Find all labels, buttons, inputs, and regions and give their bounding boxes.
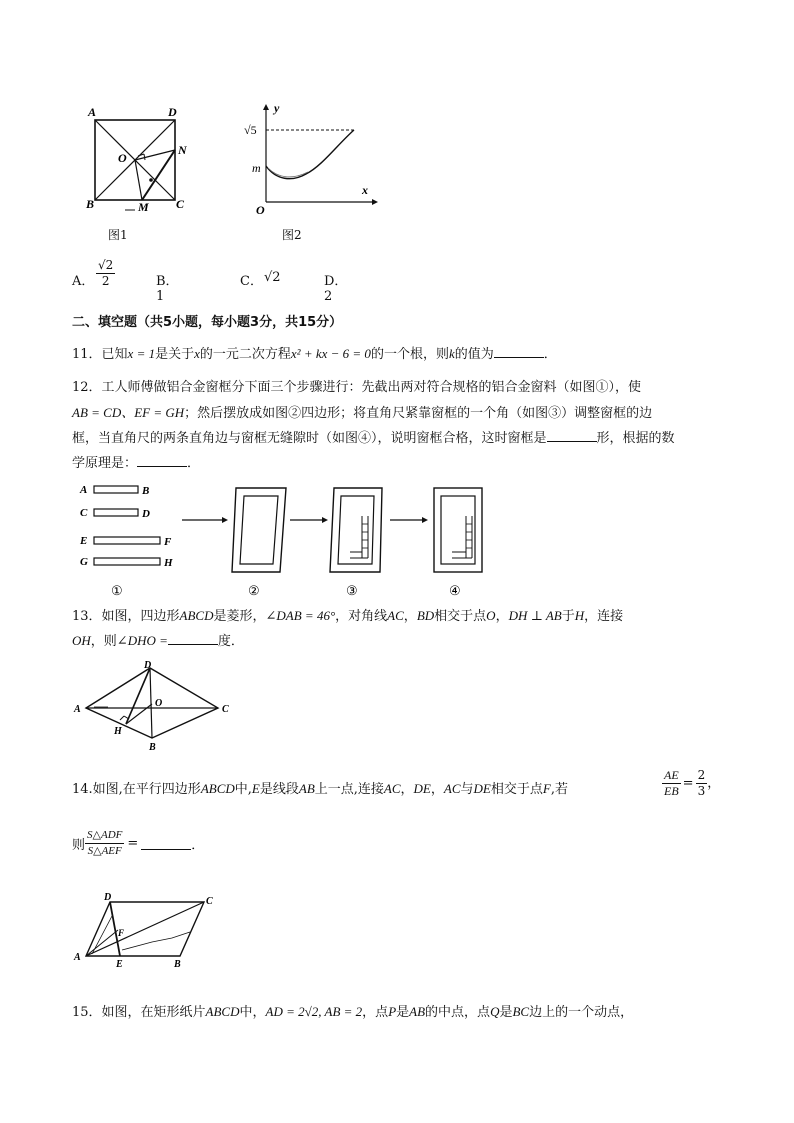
q15-math-3: P: [388, 1004, 397, 1019]
q12-text-3b: 形，根据的数: [596, 431, 675, 446]
q14-frac2-num: 2: [697, 768, 706, 782]
question-14-line-1: [72, 780, 568, 799]
q14-eq-2: =: [127, 836, 139, 851]
q14-frac-2-3: [696, 768, 708, 799]
q15-math-6: BC: [512, 1004, 530, 1019]
q14-math-7: DE: [473, 781, 491, 796]
q15-text-3: ，点: [362, 1005, 389, 1020]
q13-math-4: BD: [416, 608, 435, 623]
q15-math-4: AB: [409, 1004, 426, 1019]
q11-text-1: 11．已知: [72, 347, 128, 362]
q13-text-1: 13．如图，四边形: [72, 609, 180, 624]
question-13-line-1: [72, 607, 623, 626]
q11-math-4: k: [448, 346, 455, 361]
q12-fig-caption-3: ③: [346, 583, 358, 598]
question-15-line-1: [72, 1003, 633, 1022]
q12-fig-caption-1: ①: [111, 583, 123, 598]
q14-fig-label-a: A: [74, 952, 81, 963]
q14-fig-label-d: D: [104, 892, 112, 903]
q11-math-3: x² + kx − 6 = 0: [290, 346, 371, 361]
q12-fig-label-g: G: [80, 556, 88, 568]
q13-math-8: OH: [72, 633, 91, 648]
q15-math-1: ABCD: [205, 1004, 240, 1019]
q14-frac-ae-eb: [662, 768, 681, 799]
q14-frac2-den: 3: [697, 784, 706, 798]
q14-fig-label-e: E: [116, 959, 123, 970]
q14-text-9: ,若: [550, 782, 568, 797]
q13-answer-blank[interactable]: [168, 632, 218, 645]
figure-1: [80, 100, 200, 220]
q13-math-9: ∠DHO =: [116, 633, 168, 648]
q12-text-4a: 学原理是：: [72, 456, 138, 471]
figure-1-caption: 图1: [108, 228, 128, 242]
q13-math-7: H: [574, 608, 585, 623]
fig2-label-x: x: [362, 183, 368, 197]
q14-fig-label-c: C: [206, 896, 213, 907]
q14-text-6: ，: [430, 782, 444, 797]
option-c-label: C．: [240, 274, 263, 289]
q13-fig-label-c: C: [222, 704, 229, 715]
q14-text-10: ，: [707, 776, 721, 791]
q14-text-8: 相交于点: [490, 782, 543, 797]
question-11: [72, 345, 557, 364]
q13-math-5: O: [486, 608, 496, 623]
q13-fig-label-b: B: [149, 742, 156, 752]
q12-line-2: [72, 404, 652, 423]
q13-text-8: ，连接: [584, 609, 624, 624]
q12-fig-caption-4: ④: [449, 583, 461, 598]
q14-frac3-num: S△ADF: [85, 828, 124, 844]
q14-math-3: AB: [298, 781, 315, 796]
q12-line-1: 12．工人师傅做铝合金窗框分下面三个步骤进行：先截出两对符合规格的铝合金窗料（如图①），使: [72, 380, 642, 395]
q13-fig-label-o: O: [155, 698, 163, 709]
figure-q13: [72, 660, 242, 752]
figure-q14: [72, 890, 222, 970]
figure-2-caption: 图2: [282, 228, 302, 242]
q13-fig-label-h: H: [114, 726, 122, 737]
fig2-label-m: m: [252, 161, 261, 175]
q13-math-1: ABCD: [179, 608, 214, 623]
q12-answer-blank-2[interactable]: [137, 454, 187, 467]
q14-frac1-den: EB: [664, 784, 679, 798]
q11-text-6: ．: [543, 347, 557, 362]
q11-text-5: 的值为: [454, 347, 494, 362]
q12-text-4b: ．: [187, 456, 201, 471]
q12-fig-label-h: H: [164, 557, 173, 569]
q13-fig-label-d: D: [144, 660, 152, 671]
fig1-label-c: C: [176, 197, 185, 211]
q14-math-8: F: [542, 781, 551, 796]
q11-answer-blank[interactable]: [494, 345, 544, 358]
q14-answer-blank[interactable]: [141, 837, 191, 850]
fig2-label-y: y: [274, 101, 280, 115]
q13-text-10: 度．: [217, 634, 244, 649]
q13-text-6: ，: [495, 609, 509, 624]
q11-text-3: 的一元二次方程: [199, 347, 291, 362]
q12-fig-label-b: B: [142, 485, 150, 497]
q12-fig-label-c: C: [80, 507, 88, 519]
figure-q12: [76, 480, 496, 600]
q15-text-6: 是: [499, 1005, 513, 1020]
fig2-label-sqrt5: √5: [244, 123, 257, 137]
q11-text-4: 的一个根，则: [370, 347, 449, 362]
option-a-label: A．: [72, 274, 95, 289]
q12-fig-caption-2: ②: [248, 583, 260, 598]
q12-answer-blank-1[interactable]: [547, 429, 597, 442]
q12-text-2: ；然后摆放成如图②四边形；将直角尺紧靠窗框的一个角（如图③）调整窗框的边: [184, 406, 653, 421]
option-d: D．2: [324, 274, 348, 304]
q12-math-1: AB = CD、EF = GH: [72, 405, 185, 420]
q14-frac-area: [85, 828, 124, 859]
q14-fig-label-b: B: [174, 959, 181, 970]
fig1-label-b: B: [86, 197, 95, 211]
q11-math-1: x = 1: [127, 346, 156, 361]
fig1-label-d: D: [168, 105, 177, 119]
q15-math-2: AD = 2√2, AB = 2: [265, 1004, 363, 1019]
q13-text-4: ，: [403, 609, 417, 624]
q13-fig-label-a: A: [74, 704, 81, 715]
q15-math-5: Q: [490, 1004, 500, 1019]
q13-math-3: AC: [387, 608, 404, 623]
q14-math-5: DE: [413, 781, 431, 796]
q14-math-2: E: [251, 781, 260, 796]
q14-text-1: 14.如图,在平行四边形: [72, 782, 201, 797]
figure-2: [240, 100, 380, 220]
q12-fig-label-d: D: [142, 508, 150, 520]
q12-fig-label-e: E: [80, 535, 88, 547]
q13-text-3: ，对角线: [335, 609, 388, 624]
option-b: B．1: [156, 274, 179, 304]
q13-math-2: ∠DAB = 46°: [265, 608, 336, 623]
q11-math-2: x: [194, 346, 200, 361]
fig1-label-o: O: [118, 151, 127, 165]
q14-math-1: ABCD: [200, 781, 235, 796]
q12-text-3a: 框，当直角尺的两条直角边与窗框无缝隙时（如图④），说明窗框合格，这时窗框是: [72, 431, 547, 446]
q12-fig-label-a: A: [80, 484, 88, 496]
fig1-label-a: A: [88, 105, 97, 119]
q13-math-6: DH ⊥ AB: [508, 608, 562, 623]
option-a-numerator: √2: [98, 258, 114, 272]
q13-text-5: 相交于点: [434, 609, 487, 624]
option-a-fraction: [96, 258, 115, 289]
q15-text-4: 是: [396, 1005, 410, 1020]
q12-line-3: [72, 429, 675, 448]
option-a-denominator: 2: [101, 274, 110, 288]
q14-text-7: 与: [460, 782, 474, 797]
q15-text-5: 的中点，点: [425, 1005, 491, 1020]
q14-eq: =: [682, 776, 694, 791]
q11-text-2: 是关于: [155, 347, 195, 362]
q15-text-7: 边上的一个动点，: [529, 1005, 634, 1020]
section-2-title: 二、填空题（共5小题，每小题3分，共15分）: [72, 315, 343, 330]
fig1-label-m: M: [138, 200, 149, 214]
fig1-label-n: N: [178, 143, 187, 157]
question-14-line-2: [72, 828, 204, 859]
option-c-value: √2: [264, 270, 281, 285]
question-13-line-2: [72, 632, 244, 651]
q14-text-3: 是线段: [259, 782, 299, 797]
q14-ratio: [662, 768, 720, 799]
q14-text-2: 中,: [234, 782, 252, 797]
q14-math-4: AC: [383, 781, 401, 796]
q12-fig-label-f: F: [164, 536, 172, 548]
q13-text-7: 于: [561, 609, 575, 624]
q14-math-6: AC: [443, 781, 461, 796]
q14-fig-label-f: F: [118, 928, 125, 938]
q14-frac3-den: S△AEF: [87, 845, 122, 857]
q14-text-4: 上一点,连接: [314, 782, 384, 797]
q15-text-1: 15．如图，在矩形纸片: [72, 1005, 206, 1020]
q14-text-11: 则: [72, 838, 86, 853]
q14-text-12: ．: [191, 838, 205, 853]
q14-frac1-num: AE: [664, 768, 679, 782]
q12-line-4: [72, 454, 200, 473]
q13-text-9: ，则: [90, 634, 117, 649]
q14-text-5: ，: [400, 782, 414, 797]
q15-text-2: 中，: [239, 1005, 266, 1020]
fig2-label-o: O: [256, 203, 265, 217]
q13-text-2: 是菱形，: [213, 609, 266, 624]
